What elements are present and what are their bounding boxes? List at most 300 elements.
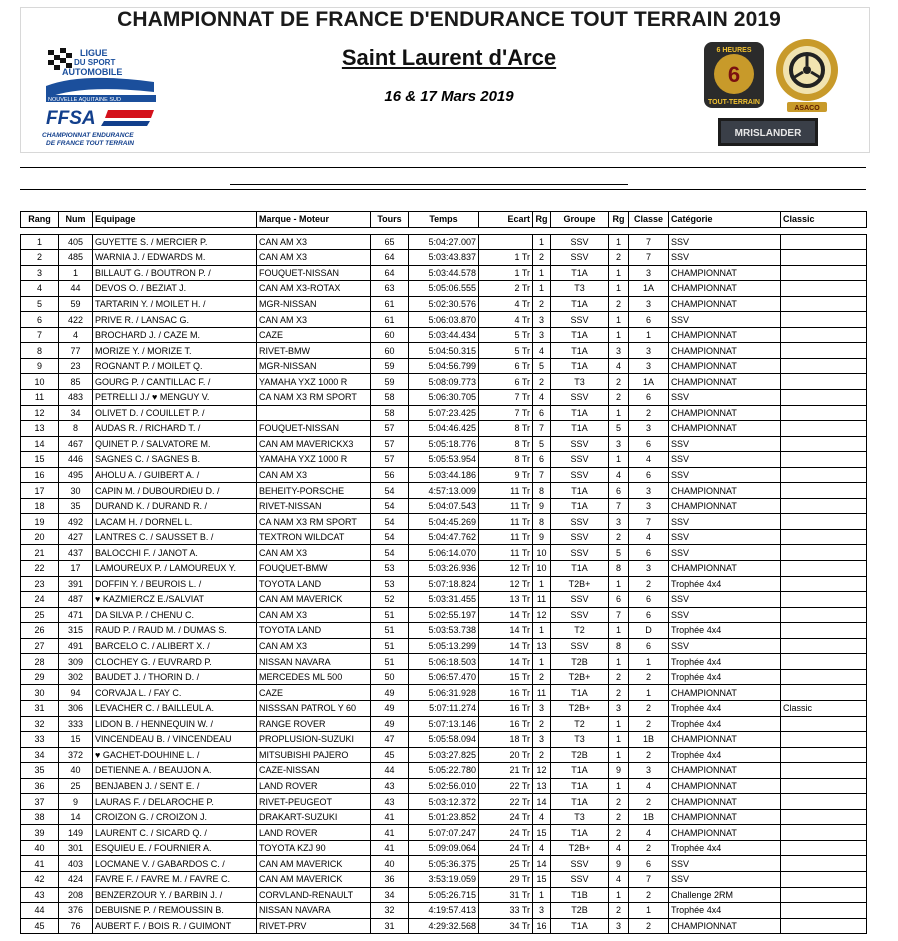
cell-classe: 6 [629, 436, 669, 452]
cell-groupe: T1A [551, 358, 609, 374]
cell-ecart: 24 Tr [479, 809, 533, 825]
cell-rang: 15 [21, 452, 59, 468]
cell-rg-groupe: 1 [609, 452, 629, 468]
cell-rg-groupe: 9 [609, 856, 629, 872]
cell-rang: 34 [21, 747, 59, 763]
cell-marque: RIVET-BMW [257, 343, 371, 359]
cell-rang: 31 [21, 700, 59, 716]
cell-num: 492 [59, 514, 93, 530]
cell-tours: 49 [371, 700, 409, 716]
cell-rg-groupe: 1 [609, 576, 629, 592]
cell-tours: 49 [371, 685, 409, 701]
table-row [21, 529, 867, 545]
table-row [21, 778, 867, 794]
cell-rg-groupe: 1 [609, 234, 629, 250]
cell-classic [781, 669, 867, 685]
cell-temps: 5:08:09.773 [409, 374, 479, 390]
table-row [21, 747, 867, 763]
table-row [21, 638, 867, 654]
cell-num: 437 [59, 545, 93, 561]
cell-categorie: SSV [669, 638, 781, 654]
cell-equipage: MORIZE Y. / MORIZE T. [93, 343, 257, 359]
cell-classic [781, 840, 867, 856]
table-row [21, 918, 867, 934]
cell-categorie: CHAMPIONNAT [669, 265, 781, 281]
cell-num: 94 [59, 685, 93, 701]
cell-categorie: Trophée 4x4 [669, 623, 781, 639]
cell-tours: 53 [371, 576, 409, 592]
cell-classe: 2 [629, 747, 669, 763]
cell-marque: CAN AM X3 [257, 234, 371, 250]
cell-ecart: 22 Tr [479, 778, 533, 794]
cell-groupe: T2B [551, 747, 609, 763]
cell-categorie: Trophée 4x4 [669, 840, 781, 856]
cell-equipage: TARTARIN Y. / MOILET H. / [93, 296, 257, 312]
cell-rg: 1 [533, 887, 551, 903]
table-row [21, 794, 867, 810]
cell-num: 34 [59, 405, 93, 421]
table-row [21, 700, 867, 716]
cell-marque: NISSSAN PATROL Y 60 [257, 700, 371, 716]
cell-num: 23 [59, 358, 93, 374]
asaco-logo [773, 36, 841, 114]
cell-categorie: CHAMPIONNAT [669, 809, 781, 825]
cell-rang: 27 [21, 638, 59, 654]
cell-tours: 31 [371, 918, 409, 934]
cell-rang: 13 [21, 421, 59, 437]
cell-ecart: 8 Tr [479, 452, 533, 468]
cell-categorie: CHAMPIONNAT [669, 405, 781, 421]
cell-rg-groupe: 3 [609, 514, 629, 530]
cell-rang: 12 [21, 405, 59, 421]
cell-equipage: ♥ GACHET-DOUHINE L. / [93, 747, 257, 763]
cell-rg: 2 [533, 374, 551, 390]
cell-groupe: T2 [551, 623, 609, 639]
table-row [21, 871, 867, 887]
cell-equipage: PETRELLI J./ ♥ MENGUY V. [93, 390, 257, 406]
cell-classic [781, 265, 867, 281]
cell-classe: 1 [629, 327, 669, 343]
cell-marque: DRAKART-SUZUKI [257, 809, 371, 825]
cell-rg: 1 [533, 654, 551, 670]
cell-tours: 61 [371, 312, 409, 328]
cell-rg-groupe: 2 [609, 390, 629, 406]
cell-classic [781, 607, 867, 623]
cell-classic [781, 732, 867, 748]
cell-rg: 5 [533, 358, 551, 374]
col-header-classic: Classic [781, 212, 867, 228]
table-row [21, 343, 867, 359]
cell-ecart: 31 Tr [479, 887, 533, 903]
rule-line-3 [20, 189, 866, 190]
cell-groupe: T1A [551, 794, 609, 810]
cell-rang: 32 [21, 716, 59, 732]
cell-temps: 5:03:44.578 [409, 265, 479, 281]
cell-classe: D [629, 623, 669, 639]
cell-equipage: DEVOS O. / BEZIAT J. [93, 281, 257, 297]
table-row [21, 716, 867, 732]
cell-ecart: 22 Tr [479, 794, 533, 810]
cell-temps: 5:07:07.247 [409, 825, 479, 841]
table-row [21, 374, 867, 390]
cell-num: 85 [59, 374, 93, 390]
cell-temps: 5:03:44.186 [409, 467, 479, 483]
cell-ecart: 6 Tr [479, 358, 533, 374]
cell-classic [781, 685, 867, 701]
cell-groupe: SSV [551, 638, 609, 654]
cell-temps: 5:03:53.738 [409, 623, 479, 639]
ffsa-text: FFSA [46, 108, 96, 129]
cell-marque: TOYOTA KZJ 90 [257, 840, 371, 856]
cell-num: 483 [59, 390, 93, 406]
cell-equipage: AUDAS R. / RICHARD T. / [93, 421, 257, 437]
cell-temps: 5:07:11.274 [409, 700, 479, 716]
cell-rang: 19 [21, 514, 59, 530]
cell-tours: 57 [371, 436, 409, 452]
cell-classic [781, 374, 867, 390]
cell-ecart: 4 Tr [479, 312, 533, 328]
cell-classic [781, 825, 867, 841]
cell-equipage: VINCENDEAU B. / VINCENDEAU [93, 732, 257, 748]
cell-ecart: 24 Tr [479, 825, 533, 841]
cell-categorie: CHAMPIONNAT [669, 794, 781, 810]
cell-rg-groupe: 5 [609, 421, 629, 437]
cell-rang: 37 [21, 794, 59, 810]
cell-num: 302 [59, 669, 93, 685]
cell-classic [781, 390, 867, 406]
six-heures-top: 6 HEURES [716, 47, 752, 54]
cell-rg: 13 [533, 778, 551, 794]
cell-temps: 5:06:30.705 [409, 390, 479, 406]
cell-groupe: SSV [551, 436, 609, 452]
cell-rg: 7 [533, 467, 551, 483]
cell-classic [781, 545, 867, 561]
cell-equipage: QUINET P. / SALVATORE M. [93, 436, 257, 452]
cell-temps: 5:06:03.870 [409, 312, 479, 328]
cell-tours: 41 [371, 825, 409, 841]
cell-groupe: T2B+ [551, 669, 609, 685]
cell-rg: 15 [533, 871, 551, 887]
cell-rang: 39 [21, 825, 59, 841]
cell-num: 309 [59, 654, 93, 670]
table-row [21, 887, 867, 903]
cell-rg-groupe: 1 [609, 654, 629, 670]
cell-tours: 34 [371, 887, 409, 903]
cell-categorie: CHAMPIONNAT [669, 343, 781, 359]
cell-classic [781, 871, 867, 887]
cell-rg: 3 [533, 700, 551, 716]
cell-rang: 45 [21, 918, 59, 934]
cell-classic [781, 654, 867, 670]
cell-classic [781, 794, 867, 810]
cell-num: 405 [59, 234, 93, 250]
cell-temps: 5:01:23.852 [409, 809, 479, 825]
cell-num: 487 [59, 592, 93, 608]
ligue-text-2: DU SPORT [74, 58, 116, 67]
cell-tours: 64 [371, 265, 409, 281]
cell-equipage: BENJABEN J. / SENT E. / [93, 778, 257, 794]
cell-classe: 1B [629, 809, 669, 825]
cell-classe: 7 [629, 250, 669, 266]
cell-classic [781, 716, 867, 732]
cell-categorie: CHAMPIONNAT [669, 327, 781, 343]
cell-rang: 24 [21, 592, 59, 608]
cell-groupe: SSV [551, 250, 609, 266]
cell-ecart: 1 Tr [479, 250, 533, 266]
cell-ecart: 21 Tr [479, 763, 533, 779]
cell-rang: 29 [21, 669, 59, 685]
cell-equipage: RAUD P. / RAUD M. / DUMAS S. [93, 623, 257, 639]
cell-classic [781, 405, 867, 421]
col-header-rang: Rang [21, 212, 59, 228]
table-row [21, 250, 867, 266]
cell-marque: CAN AM MAVERICK [257, 592, 371, 608]
cell-ecart: 12 Tr [479, 576, 533, 592]
cell-classe: 2 [629, 887, 669, 903]
cell-marque: MERCEDES ML 500 [257, 669, 371, 685]
cell-rg-groupe: 1 [609, 747, 629, 763]
cell-classe: 1A [629, 281, 669, 297]
cell-categorie: SSV [669, 436, 781, 452]
ligue-ffsa-logo [42, 42, 170, 150]
cell-tours: 54 [371, 483, 409, 499]
cell-marque: RIVET-PRV [257, 918, 371, 934]
cell-classe: 7 [629, 514, 669, 530]
cell-groupe: T1A [551, 421, 609, 437]
cell-rg: 1 [533, 234, 551, 250]
cell-classic [781, 296, 867, 312]
cell-categorie: SSV [669, 250, 781, 266]
cell-categorie: SSV [669, 607, 781, 623]
cell-rg: 13 [533, 638, 551, 654]
cell-rg: 8 [533, 514, 551, 530]
cell-ecart: 29 Tr [479, 871, 533, 887]
cell-marque [257, 405, 371, 421]
col-header-categorie: Catégorie [669, 212, 781, 228]
cell-marque: CAN AM X3 [257, 638, 371, 654]
cell-temps: 5:02:56.010 [409, 778, 479, 794]
cell-marque: YAMAHA YXZ 1000 R [257, 452, 371, 468]
cell-categorie: CHAMPIONNAT [669, 918, 781, 934]
cell-equipage: CORVAJA L. / FAY C. [93, 685, 257, 701]
cell-tours: 54 [371, 498, 409, 514]
cell-equipage: GOURG P. / CANTILLAC F. / [93, 374, 257, 390]
cell-rang: 41 [21, 856, 59, 872]
cell-ecart: 11 Tr [479, 529, 533, 545]
cell-marque: FOUQUET-NISSAN [257, 421, 371, 437]
cell-groupe: T2B [551, 903, 609, 919]
table-row [21, 405, 867, 421]
cell-num: 77 [59, 343, 93, 359]
cell-categorie: Trophée 4x4 [669, 903, 781, 919]
cell-marque: FOUQUET-NISSAN [257, 265, 371, 281]
cell-rang: 43 [21, 887, 59, 903]
cell-num: 424 [59, 871, 93, 887]
cell-categorie: SSV [669, 452, 781, 468]
cell-num: 4 [59, 327, 93, 343]
cell-marque: RANGE ROVER [257, 716, 371, 732]
table-header-row [21, 212, 867, 228]
cell-categorie: CHAMPIONNAT [669, 561, 781, 577]
cell-rang: 4 [21, 281, 59, 297]
cell-classic [781, 623, 867, 639]
cell-ecart: 11 Tr [479, 514, 533, 530]
cell-groupe: T1A [551, 498, 609, 514]
cell-rg-groupe: 2 [609, 529, 629, 545]
venue-title: Saint Laurent d'Arce [341, 45, 557, 70]
cell-classic [781, 514, 867, 530]
cell-classic [781, 561, 867, 577]
cell-groupe: SSV [551, 312, 609, 328]
cell-classe: 6 [629, 638, 669, 654]
cell-num: 17 [59, 561, 93, 577]
cell-num: 306 [59, 700, 93, 716]
cell-classe: 3 [629, 296, 669, 312]
cell-temps: 5:03:12.372 [409, 794, 479, 810]
cell-groupe: SSV [551, 234, 609, 250]
cell-rg: 8 [533, 483, 551, 499]
cell-ecart: 14 Tr [479, 638, 533, 654]
cell-classic [781, 327, 867, 343]
cell-equipage: ESQUIEU E. / FOURNIER A. [93, 840, 257, 856]
cell-rg: 10 [533, 561, 551, 577]
cell-rg-groupe: 4 [609, 871, 629, 887]
cell-classic [781, 343, 867, 359]
cell-tours: 47 [371, 732, 409, 748]
cell-categorie: Trophée 4x4 [669, 654, 781, 670]
cell-classe: 6 [629, 467, 669, 483]
cell-groupe: T1A [551, 685, 609, 701]
col-header-temps: Temps [409, 212, 479, 228]
cell-rg-groupe: 1 [609, 327, 629, 343]
cell-tours: 51 [371, 654, 409, 670]
cell-classe: 3 [629, 265, 669, 281]
cell-ecart: 16 Tr [479, 700, 533, 716]
cell-marque: CAZE [257, 327, 371, 343]
cell-rg: 6 [533, 452, 551, 468]
cell-rang: 18 [21, 498, 59, 514]
cell-ecart: 16 Tr [479, 685, 533, 701]
cell-equipage: GUYETTE S. / MERCIER P. [93, 234, 257, 250]
cell-marque: MITSUBISHI PAJERO [257, 747, 371, 763]
cell-tours: 57 [371, 421, 409, 437]
cell-num: 208 [59, 887, 93, 903]
col-header-tours: Tours [371, 212, 409, 228]
cell-tours: 45 [371, 747, 409, 763]
cell-equipage: ROGNANT P. / MOILET Q. [93, 358, 257, 374]
cell-temps: 5:04:07.543 [409, 498, 479, 514]
cell-ecart: 11 Tr [479, 498, 533, 514]
cell-temps: 5:06:31.928 [409, 685, 479, 701]
cell-groupe: SSV [551, 545, 609, 561]
cell-rg: 2 [533, 669, 551, 685]
cell-categorie: SSV [669, 871, 781, 887]
cell-ecart: 11 Tr [479, 483, 533, 499]
cell-rang: 44 [21, 903, 59, 919]
cell-marque: CAN AM X3 [257, 545, 371, 561]
cell-rg-groupe: 3 [609, 700, 629, 716]
cell-classe: 3 [629, 421, 669, 437]
cell-num: 495 [59, 467, 93, 483]
cell-classic [781, 421, 867, 437]
cell-classe: 2 [629, 700, 669, 716]
six-heures-logo [702, 40, 766, 110]
cell-rg-groupe: 9 [609, 763, 629, 779]
six-heures-bottom: TOUT-TERRAIN [708, 99, 760, 106]
cell-temps: 4:29:32.568 [409, 918, 479, 934]
cell-ecart: 20 Tr [479, 747, 533, 763]
col-header-rg: Rg [533, 212, 551, 228]
cell-equipage: FAVRE F. / FAVRE M. / FAVRE C. [93, 871, 257, 887]
cell-groupe: T3 [551, 732, 609, 748]
cell-equipage: BENZERZOUR Y. / BARBIN J. / [93, 887, 257, 903]
cell-groupe: T1A [551, 825, 609, 841]
cell-ecart: 13 Tr [479, 592, 533, 608]
cell-temps: 5:03:44.434 [409, 327, 479, 343]
cell-equipage: DOFFIN Y. / BEUROIS L. / [93, 576, 257, 592]
cell-classe: 2 [629, 918, 669, 934]
table-row [21, 327, 867, 343]
cell-num: 40 [59, 763, 93, 779]
cell-groupe: SSV [551, 871, 609, 887]
cell-rang: 36 [21, 778, 59, 794]
cell-rg: 12 [533, 763, 551, 779]
cell-rang: 42 [21, 871, 59, 887]
cell-rang: 22 [21, 561, 59, 577]
cell-ecart: 5 Tr [479, 327, 533, 343]
cell-groupe: T1A [551, 483, 609, 499]
table-row [21, 685, 867, 701]
cell-categorie: CHAMPIONNAT [669, 778, 781, 794]
cell-temps: 5:03:43.837 [409, 250, 479, 266]
cell-tours: 49 [371, 716, 409, 732]
cell-marque: MGR-NISSAN [257, 296, 371, 312]
sponsor-text: MRISLANDER [734, 128, 802, 139]
cell-classic [781, 312, 867, 328]
table-row [21, 732, 867, 748]
cell-tours: 59 [371, 358, 409, 374]
cell-rg-groupe: 6 [609, 592, 629, 608]
cell-categorie: Trophée 4x4 [669, 716, 781, 732]
cell-classe: 4 [629, 529, 669, 545]
cell-rg: 5 [533, 436, 551, 452]
cell-rg: 1 [533, 576, 551, 592]
cell-num: 376 [59, 903, 93, 919]
cell-tours: 59 [371, 374, 409, 390]
cell-rang: 2 [21, 250, 59, 266]
cell-tours: 54 [371, 514, 409, 530]
cell-categorie: SSV [669, 529, 781, 545]
cell-equipage: LACAM H. / DORNEL L. [93, 514, 257, 530]
table-row [21, 840, 867, 856]
cell-ecart: 7 Tr [479, 405, 533, 421]
cell-groupe: T1A [551, 778, 609, 794]
cell-rg: 9 [533, 498, 551, 514]
cell-marque: MGR-NISSAN [257, 358, 371, 374]
cell-groupe: T3 [551, 374, 609, 390]
cell-groupe: T2B+ [551, 700, 609, 716]
cell-rg-groupe: 4 [609, 358, 629, 374]
table-row [21, 592, 867, 608]
cell-ecart: 11 Tr [479, 545, 533, 561]
cell-rg: 4 [533, 840, 551, 856]
cell-temps: 4:57:13.009 [409, 483, 479, 499]
table-row [21, 436, 867, 452]
cell-marque: CAN AM X3 [257, 607, 371, 623]
cell-ecart: 14 Tr [479, 623, 533, 639]
cell-rang: 1 [21, 234, 59, 250]
cell-classic [781, 592, 867, 608]
